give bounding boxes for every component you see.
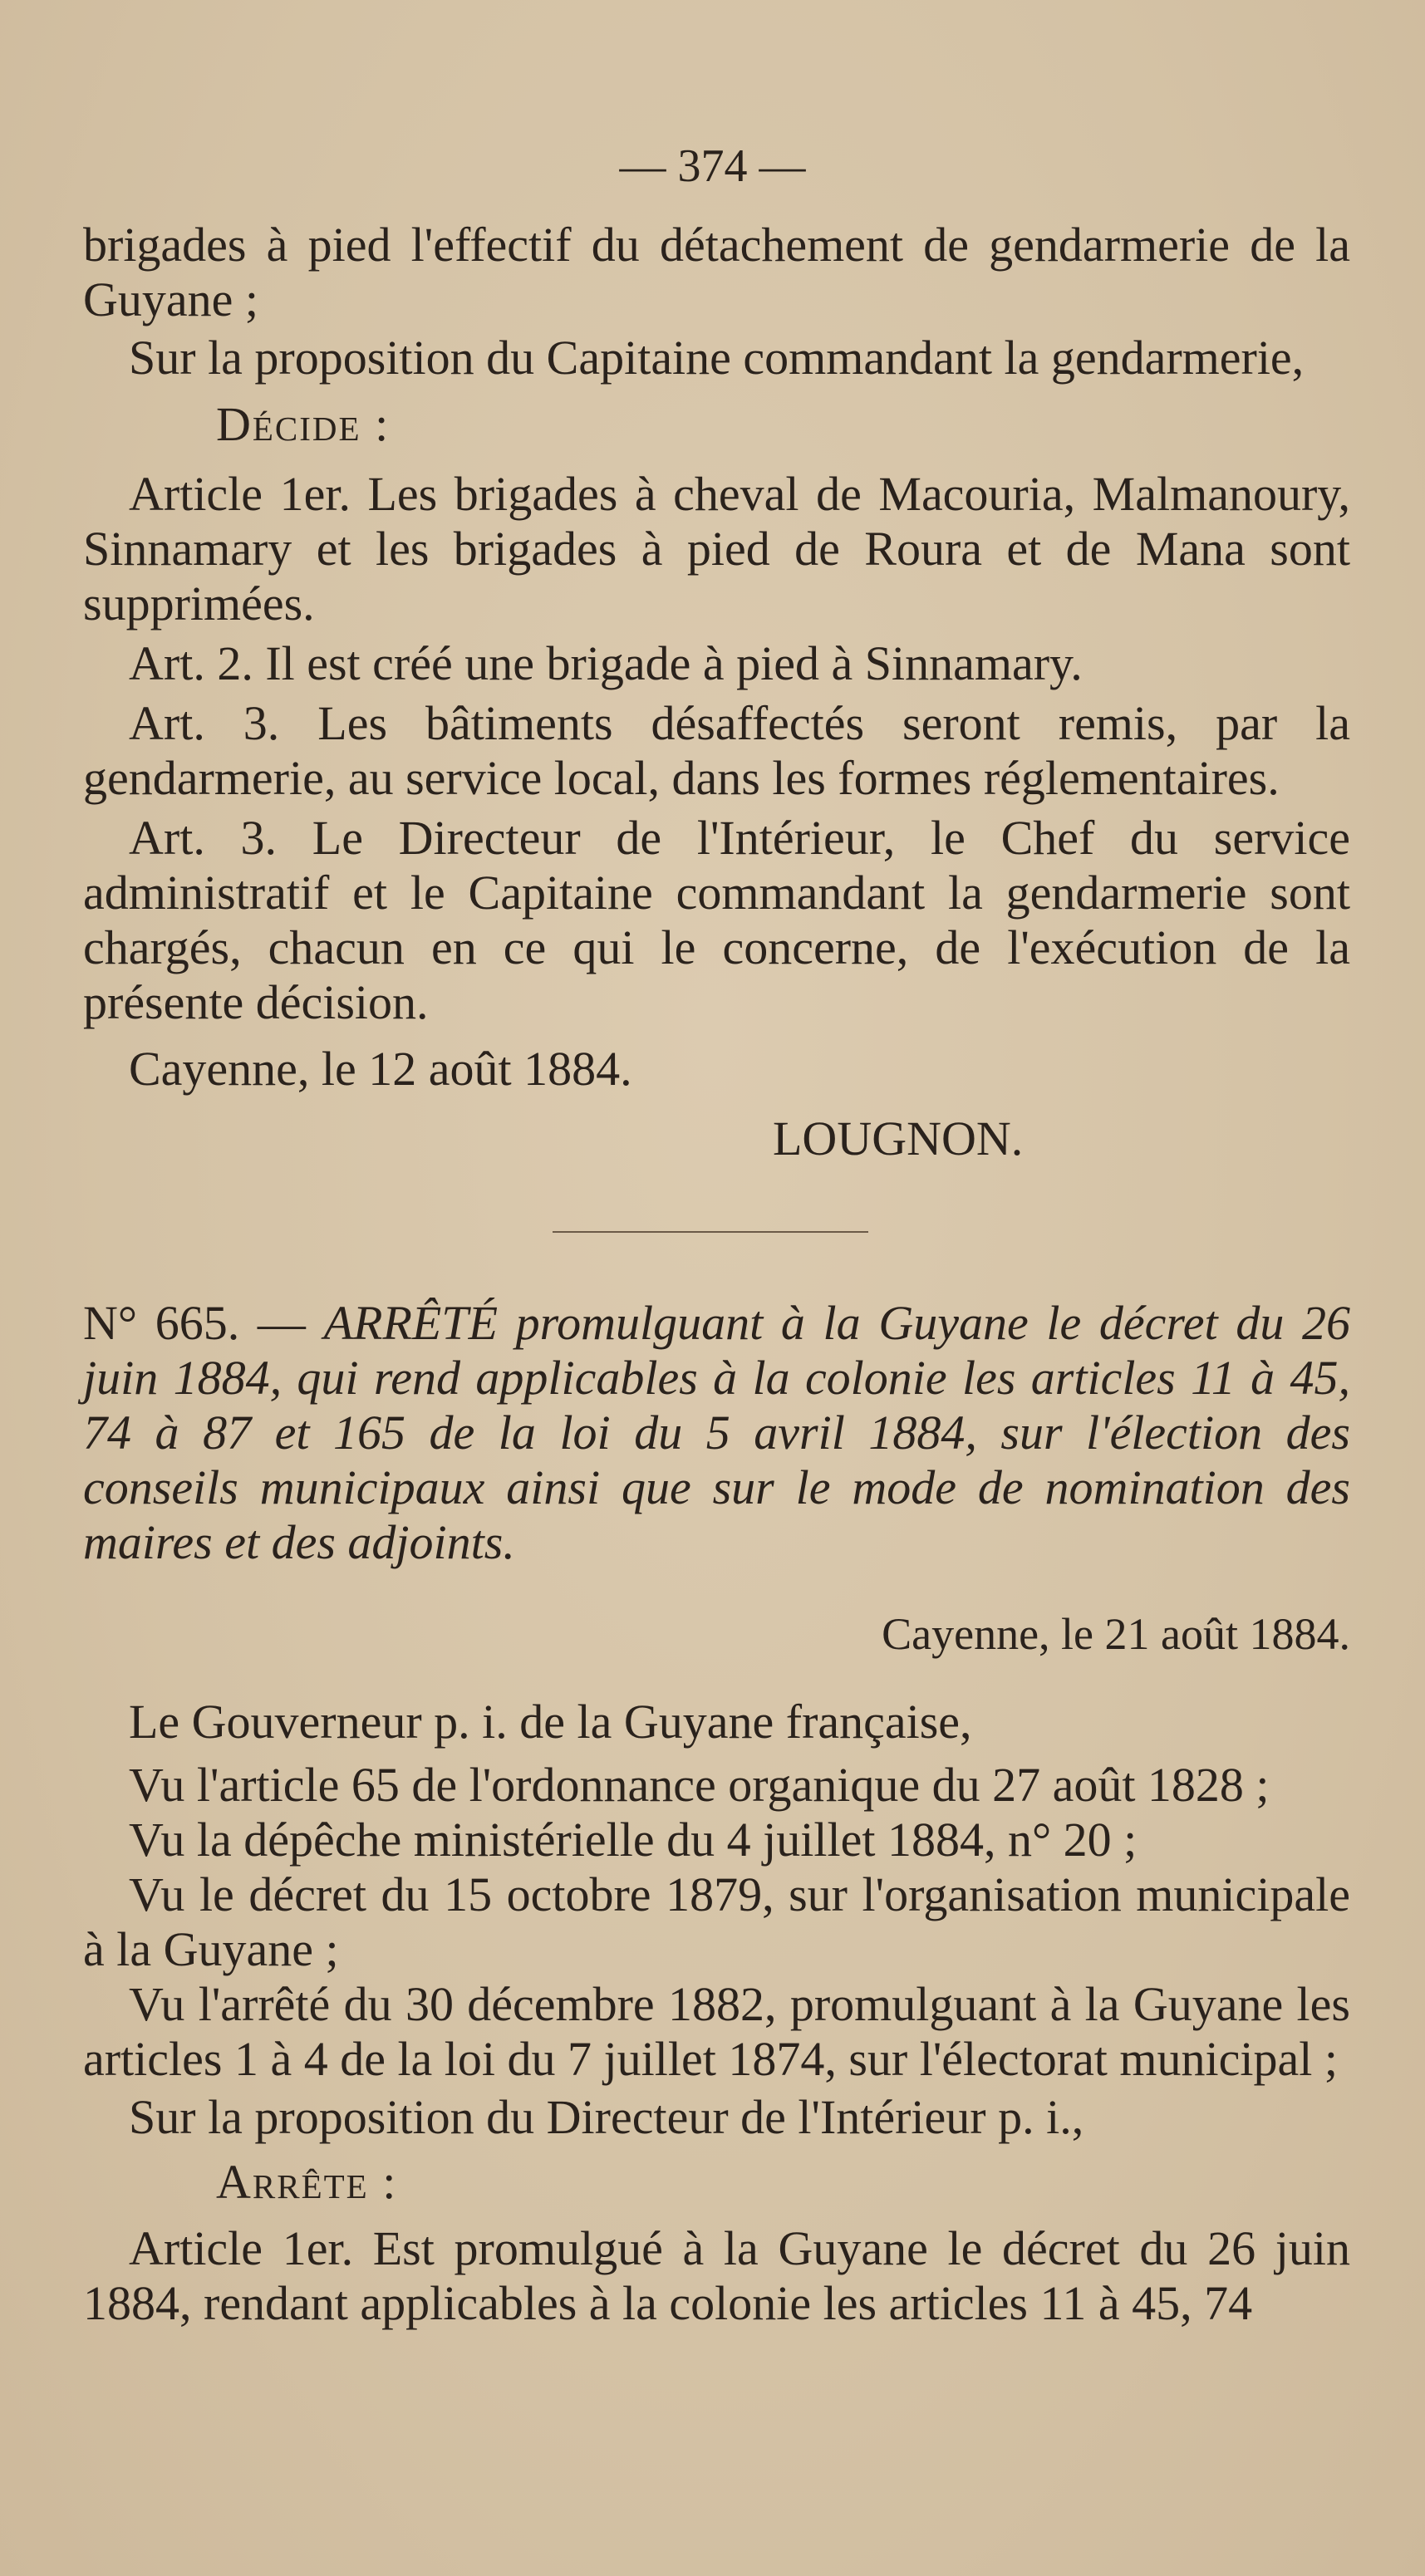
vu-decret: Vu le décret du 15 octobre 1879, sur l'organisation municipale à la Guyane ; — [83, 1867, 1350, 1976]
heading-decide: Décide : — [216, 397, 391, 451]
sur-proposition: Sur la proposition du Directeur de l'Intérieur p. i., — [129, 2090, 1084, 2144]
vu-arrete: Vu l'arrêté du 30 décembre 1882, promulguant à la Guyane les articles 1 à 4 de la loi du 7 juillet 1874, sur l'électorat municipal ; — [83, 1977, 1350, 2086]
arrete-heading — [83, 1296, 1350, 1570]
arrete-number: N° 665. — — [83, 1296, 306, 1350]
paragraph-brigades: brigades à pied l'effectif du détachement de gendarmerie de la Guyane ; — [83, 218, 1350, 326]
signature: LOUGNON. — [773, 1111, 1024, 1165]
heading-arrete: Arrête : — [216, 2155, 398, 2209]
article-1: Article 1er. Les brigades à cheval de Macouria, Malmanoury, Sinnamary et les brigades à pied de Roura et de Mana sont supprimées. — [83, 467, 1350, 631]
decision-date: Cayenne, le 12 août 1884. — [129, 1042, 632, 1096]
section-arrete-665 — [83, 1296, 1350, 2331]
section-divider — [553, 1231, 868, 1233]
page-number: — 374 — — [619, 140, 806, 192]
article-2: Art. 2. Il est créé une brigade à pied à Sinnamary. — [129, 636, 1083, 690]
vu-ordonnance: Vu l'article 65 de l'ordonnance organique du 27 août 1828 ; — [129, 1758, 1270, 1812]
arrete-article-1: Article 1er. Est promulgué à la Guyane le décret du 26 juin 1884, rendant applicables à la colonie les articles 11 à 45, 74 — [83, 2221, 1350, 2330]
arrete-title: ARRÊTÉ promulguant à la Guyane le décret du 26 juin 1884, qui rend applicables à la colonie les articles 11 à 45, 74 à 87 et 165 de la loi du 5 avril 1884, sur l'élection des conseils municipaux ainsi que sur le mode de nomination des maires et des adjoints. — [83, 1296, 1350, 1569]
governor-line: Le Gouverneur p. i. de la Guyane française, — [129, 1695, 972, 1749]
paragraph-proposition: Sur la proposition du Capitaine commandant la gendarmerie, — [129, 331, 1305, 385]
article-3-execution: Art. 3. Le Directeur de l'Intérieur, le Chef du service administratif et le Capitaine commandant la gendarmerie sont chargés, chacun en ce qui le concerne, de l'exécution de la présente décision. — [83, 811, 1350, 1029]
arrete-date: Cayenne, le 21 août 1884. — [882, 1609, 1350, 1659]
article-3: Art. 3. Les bâtiments désaffectés seront remis, par la gendarmerie, au service local, dans les formes réglementaires. — [83, 696, 1350, 805]
section-decision — [83, 218, 1350, 1166]
vu-depeche: Vu la dépêche ministérielle du 4 juillet 1884, n° 20 ; — [129, 1813, 1138, 1867]
